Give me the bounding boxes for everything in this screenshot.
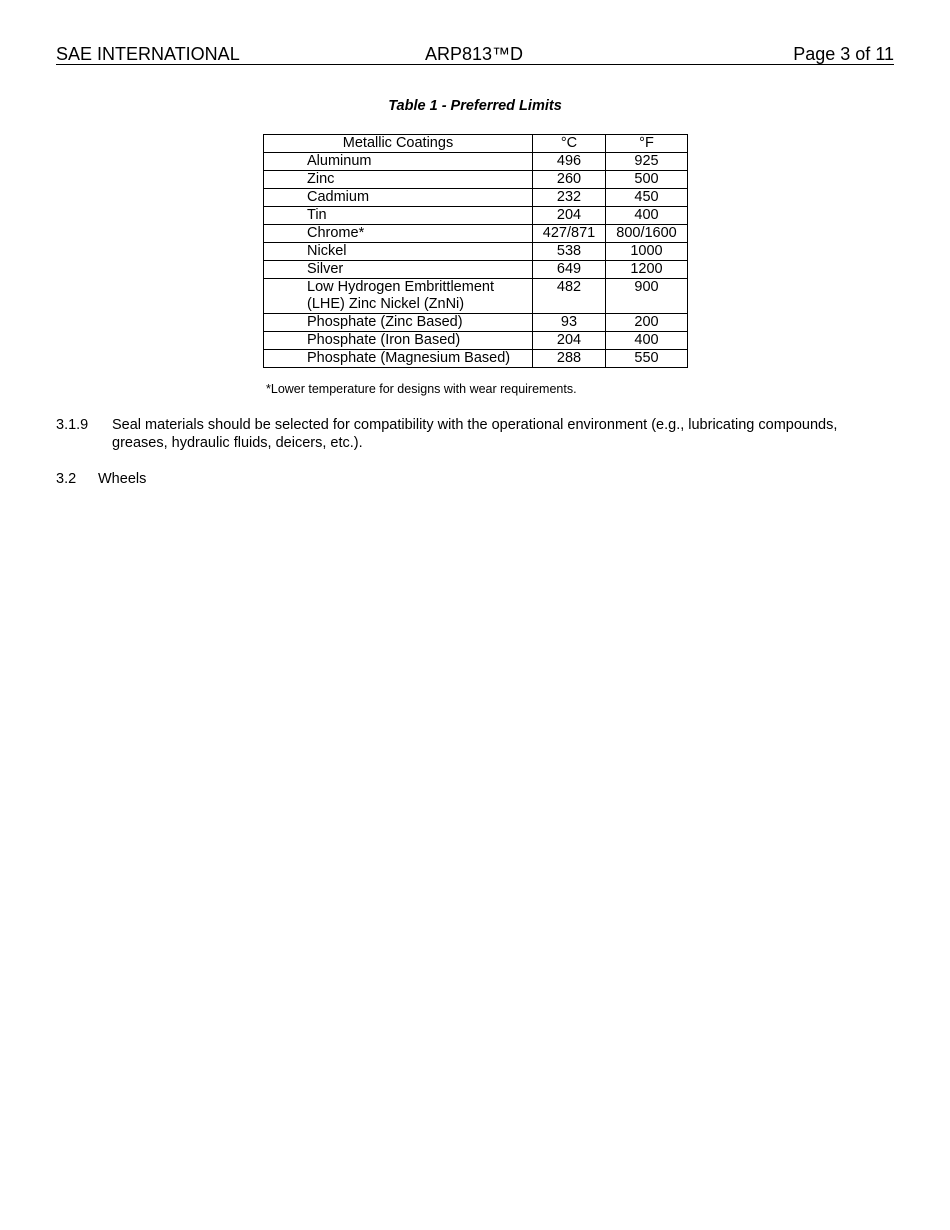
table-footnote: *Lower temperature for designs with wear requirements. (266, 382, 577, 396)
temp-celsius: 482 (533, 279, 606, 314)
temp-celsius: 288 (533, 350, 606, 368)
coating-name-line-1: Low Hydrogen Embrittlement (307, 279, 494, 295)
coating-name: Nickel (264, 243, 533, 261)
table-row (264, 261, 688, 279)
table-caption: Table 1 - Preferred Limits (388, 98, 562, 114)
temp-celsius: 204 (533, 207, 606, 225)
temp-celsius: 260 (533, 171, 606, 189)
temp-celsius: 427/871 (533, 225, 606, 243)
header-organization: SAE INTERNATIONAL (56, 44, 240, 64)
section-number: 3.1.9 (56, 417, 89, 433)
coating-name: Tin (264, 207, 533, 225)
table-row (264, 189, 688, 207)
header-document-id: ARP813™D (425, 44, 524, 64)
temp-fahrenheit: 400 (606, 207, 688, 225)
table-row (264, 225, 688, 243)
table-row (264, 332, 688, 350)
temp-fahrenheit: 900 (606, 279, 688, 314)
coating-name-line-2: (LHE) Zinc Nickel (ZnNi) (307, 296, 465, 312)
coating-name: Chrome* (264, 225, 533, 243)
temp-celsius: 232 (533, 189, 606, 207)
coating-name: Silver (264, 261, 533, 279)
coating-name: Cadmium (264, 189, 533, 207)
table-row (264, 171, 688, 189)
temp-celsius: 649 (533, 261, 606, 279)
temp-celsius: 204 (533, 332, 606, 350)
section-text: Seal materials should be selected for compatibility with the operational environment (e.g., lubricating compounds, greases, hydraulic fluids, deicers, etc.). (112, 417, 838, 451)
preferred-limits-table (263, 134, 688, 368)
coating-name: Phosphate (Magnesium Based) (264, 350, 533, 368)
column-header-coatings: Metallic Coatings (264, 135, 533, 153)
column-header-fahrenheit: °F (606, 135, 688, 153)
coating-name: Phosphate (Iron Based) (264, 332, 533, 350)
table-row (264, 279, 688, 314)
temp-fahrenheit: 500 (606, 171, 688, 189)
temp-fahrenheit: 1200 (606, 261, 688, 279)
coating-name: Phosphate (Zinc Based) (264, 314, 533, 332)
table-row (264, 153, 688, 171)
table-row (264, 243, 688, 261)
temp-celsius: 496 (533, 153, 606, 171)
coating-name: Aluminum (264, 153, 533, 171)
temp-fahrenheit: 1000 (606, 243, 688, 261)
coating-name: Zinc (264, 171, 533, 189)
section-number: 3.2 (56, 471, 77, 487)
table-row (264, 314, 688, 332)
temp-fahrenheit: 450 (606, 189, 688, 207)
coating-name (264, 279, 533, 314)
column-header-celsius: °C (533, 135, 606, 153)
temp-fahrenheit: 400 (606, 332, 688, 350)
header-page-number: Page 3 of 11 (793, 44, 894, 64)
temp-fahrenheit: 925 (606, 153, 688, 171)
temp-fahrenheit: 800/1600 (606, 225, 688, 243)
section-heading: Wheels (98, 471, 147, 487)
table-header-row (264, 135, 688, 153)
temp-celsius: 538 (533, 243, 606, 261)
page-header (56, 44, 894, 65)
temp-celsius: 93 (533, 314, 606, 332)
temp-fahrenheit: 200 (606, 314, 688, 332)
table-row (264, 350, 688, 368)
temp-fahrenheit: 550 (606, 350, 688, 368)
table-row (264, 207, 688, 225)
